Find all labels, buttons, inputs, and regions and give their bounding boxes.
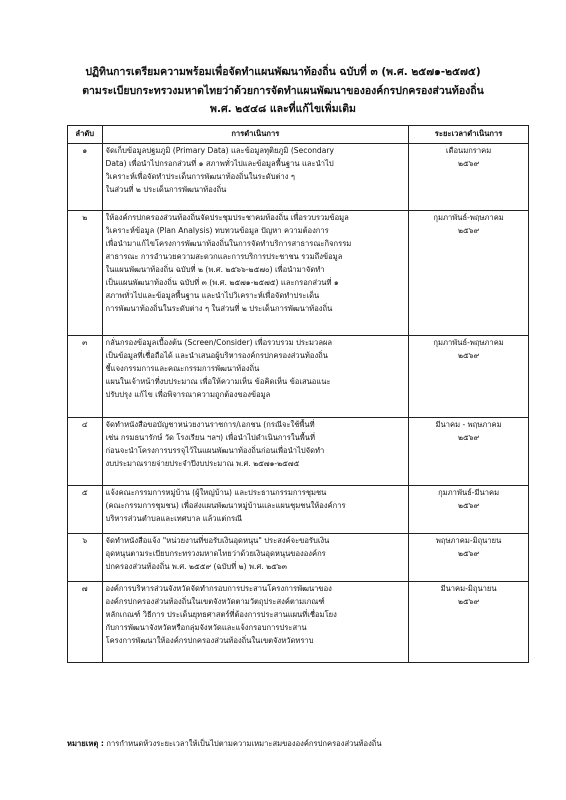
period-line: ๒๕๖๙ bbox=[458, 159, 480, 168]
period-line: เดือนมกราคม bbox=[445, 146, 492, 155]
period-line: กุมภาพันธ์-พฤษภาคม bbox=[433, 213, 504, 222]
activity-line: องค์การบริหารส่วนจังหวัดจัดทำกรอบการประสานโครงการพัฒนาของ bbox=[105, 584, 332, 593]
period-line: กุมภาพันธ์-มีนาคม bbox=[438, 488, 500, 497]
period-cell bbox=[409, 418, 529, 486]
row-number: ๓ bbox=[68, 336, 103, 418]
activity-line: วิเคราะห์ข้อมูล (Plan Analysis) ทบทวนข้อมูล ปัญหา ความต้องการ bbox=[105, 226, 329, 235]
activity-line: สภาพทั่วไปและข้อมูลพื้นฐาน และนำไปวิเคราะห์เพื่อจัดทำประเด็น bbox=[105, 291, 320, 300]
period-line: กุมภาพันธ์-พฤษภาคม bbox=[433, 338, 504, 347]
table-row bbox=[68, 211, 529, 336]
header-no: ลำดับ bbox=[68, 126, 103, 144]
period-line: ๒๕๖๙ bbox=[458, 597, 480, 606]
activity-line: จัดทำหนังสือแจ้ง "หน่วยงานที่ขอรับเงินอุดหนุน" ประสงค์จะขอรับเงิน bbox=[105, 536, 330, 545]
footnote bbox=[67, 738, 529, 750]
activity-line: เช่น กรมธนารักษ์ วัด โรงเรียน ฯลฯ) เพื่อนำไปดำเนินการในพื้นที่ bbox=[105, 433, 315, 442]
activity-line: โครงการพัฒนาให้องค์กรปกครองส่วนท้องถิ่นในเขตจังหวัดทราบ bbox=[105, 636, 314, 645]
row-number: ๒ bbox=[68, 211, 103, 336]
activity-cell bbox=[102, 534, 409, 582]
activity-line: ชี้แจงกรรมการและคณะกรรมการพัฒนาท้องถิ่น bbox=[105, 364, 260, 373]
table-row bbox=[68, 418, 529, 486]
activity-line: แจ้งคณะกรรมการหมู่บ้าน (ผู้ใหญ่บ้าน) และประธานกรรมการชุมชน bbox=[105, 488, 327, 497]
activity-cell bbox=[102, 211, 409, 336]
activity-line: Data) เพื่อนำไปกรอกส่วนที่ ๑ สภาพทั่วไปและข้อมูลพื้นฐาน และนำไป bbox=[105, 159, 334, 168]
period-line: พฤษภาคม-มิถุนายน bbox=[435, 536, 502, 545]
activity-line: องค์กรปกครองส่วนท้องถิ่นในเขตจังหวัดตามวัตถุประสงค์ตามเกณฑ์ bbox=[105, 597, 325, 606]
activity-line: กับการพัฒนาจังหวัดหรือกลุ่มจังหวัดและแจ้งกรอบการประสาน bbox=[105, 623, 307, 632]
period-cell bbox=[409, 336, 529, 418]
footnote-label: หมายเหตุ : bbox=[67, 739, 104, 748]
activity-line: สาธารณะ การอำนวยความสะดวกและการบริการประชาชน รวมถึงข้อมูล bbox=[105, 252, 343, 261]
period-line: ๒๕๖๙ bbox=[458, 226, 480, 235]
activity-line: เป็นแผนพัฒนาท้องถิ่น ฉบับที่ ๓ (พ.ศ. ๒๕๗๑-๒๕๗๕) และกรอกส่วนที่ ๑ bbox=[105, 278, 339, 287]
table-row bbox=[68, 486, 529, 534]
activity-line: ในแผนพัฒนาท้องถิ่น ฉบับที่ ๒ (พ.ศ. ๒๕๖๖-๒๕๗๐) เพื่อนำมาจัดทำ bbox=[105, 265, 325, 274]
document-title-line-2: ตามระเบียบกระทรวงมหาดไทยว่าด้วยการจัดทำแผนพัฒนาขององค์กรปกครองส่วนท้องถิ่น bbox=[82, 85, 484, 97]
row-number: ๑ bbox=[68, 144, 103, 211]
period-line: ๒๕๖๙ bbox=[458, 351, 480, 360]
document-title-line-1: ปฏิทินการเตรียมความพร้อมเพื่อจัดทำแผนพัฒนาท้องถิ่น ฉบับที่ ๓ (พ.ศ. ๒๕๗๑-๒๕๗๕) bbox=[85, 66, 481, 78]
period-cell bbox=[409, 144, 529, 211]
activity-line: การพัฒนาท้องถิ่นในระดับต่าง ๆ ในส่วนที่ ๒ ประเด็นการพัฒนาท้องถิ่น bbox=[105, 304, 333, 313]
activity-line: เพื่อนำมาแก้ไขโครงการพัฒนาท้องถิ่นในการจัดทำบริการสาธารณะกิจกรรม bbox=[105, 239, 352, 248]
period-cell bbox=[409, 582, 529, 663]
period-line: ๒๕๖๙ bbox=[458, 433, 480, 442]
period-line: ๒๕๖๙ bbox=[458, 549, 480, 558]
activity-line: บริหารส่วนตำบลและเทศบาล แล้วแต่กรณี bbox=[105, 514, 243, 523]
row-number: ๖ bbox=[68, 534, 103, 582]
period-line: ๒๕๖๙ bbox=[458, 501, 480, 510]
activity-line: เป็นข้อมูลที่เชื่อถือได้ และนำเสนอผู้บริหารองค์กรปกครองส่วนท้องถิ่น bbox=[105, 351, 328, 360]
table-header-row bbox=[68, 126, 529, 144]
activity-line: งบประมาณรายจ่ายประจำปีงบประมาณ พ.ศ. ๒๕๗๑-๒๕๗๕ bbox=[105, 459, 300, 468]
activity-cell bbox=[102, 486, 409, 534]
period-cell bbox=[409, 486, 529, 534]
activity-line: ปรับปรุง แก้ไข เพื่อพิจารณาความถูกต้องของข้อมูล bbox=[105, 390, 271, 399]
footnote-text: การกำหนดห้วงระยะเวลาให้เป็นไปตามความเหมาะสมขององค์กรปกครองส่วนท้องถิ่น bbox=[106, 739, 382, 748]
row-number: ๕ bbox=[68, 486, 103, 534]
row-number: ๔ bbox=[68, 418, 103, 486]
period-line: มีนาคม - พฤษภาคม bbox=[435, 420, 502, 429]
activity-cell bbox=[102, 336, 409, 418]
activity-line: หลักเกณฑ์ วิธีการ ประเด็นยุทธศาสตร์ที่ต้องการประสานแผนที่เชื่อมโยง bbox=[105, 610, 337, 619]
activity-line: ในส่วนที่ ๒ ประเด็นการพัฒนาท้องถิ่น bbox=[105, 185, 227, 194]
document-title-line-3: พ.ศ. ๒๕๔๘ และที่แก้ไขเพิ่มเติม bbox=[210, 103, 356, 115]
table-row bbox=[68, 336, 529, 418]
activity-line: แผนในเจ้าหน้าที่งบประมาณ เพื่อให้ความเห็น ข้อคิดเห็น ข้อเสนอแนะ bbox=[105, 377, 331, 386]
period-cell bbox=[409, 534, 529, 582]
activity-cell bbox=[102, 418, 409, 486]
activity-line: อุดหนุนตามระเบียบกระทรวงมหาดไทยว่าด้วยเงินอุดหนุนขององค์กร bbox=[105, 549, 326, 558]
activity-cell bbox=[102, 144, 409, 211]
period-cell bbox=[409, 211, 529, 336]
activity-line: ก่อนจะนำโครงการบรรจุไว้ในแผนพัฒนาท้องถิ่นก่อนเพื่อนำไปจัดทำ bbox=[105, 446, 325, 455]
header-activity: การดำเนินการ bbox=[102, 126, 409, 144]
activity-line: จัดเก็บข้อมูลปฐมภูมิ (Primary Data) และข้อมูลทุติยภูมิ (Secondary bbox=[105, 146, 335, 155]
activity-line: ปกครองส่วนท้องถิ่น พ.ศ. ๒๕๕๙ (ฉบับที่ ๒) พ.ศ. ๒๕๖๓ bbox=[105, 562, 287, 571]
header-period: ระยะเวลาดำเนินการ bbox=[409, 126, 529, 144]
row-number: ๗ bbox=[68, 582, 103, 663]
period-line: มีนาคม-มิถุนายน bbox=[440, 584, 497, 593]
table-row bbox=[68, 534, 529, 582]
table-row bbox=[68, 582, 529, 663]
calendar-table bbox=[67, 125, 529, 663]
activity-line: (คณะกรรมการชุมชน) เพื่อส่งแผนพัฒนาหมู่บ้านและแผนชุมชนให้องค์การ bbox=[105, 501, 346, 510]
activity-line: วิเคราะห์เพื่อจัดทำประเด็นการพัฒนาท้องถิ่นในระดับต่าง ๆ bbox=[105, 172, 295, 181]
activity-cell bbox=[102, 582, 409, 663]
activity-line: ให้องค์กรปกครองส่วนท้องถิ่นจัดประชุมประชาคมท้องถิ่น เพื่อรวบรวมข้อมูล bbox=[105, 213, 349, 222]
activity-line: จัดทำหนังสือขอบัญชาหน่วยงานราชการ/เอกชน (กรณีจะใช้พื้นที่ bbox=[105, 420, 315, 429]
table-row bbox=[68, 144, 529, 211]
activity-line: กลั่นกรองข้อมูลเบื้องต้น (Screen/Consider) เพื่อรวบรวม ประมวลผล bbox=[105, 338, 333, 347]
